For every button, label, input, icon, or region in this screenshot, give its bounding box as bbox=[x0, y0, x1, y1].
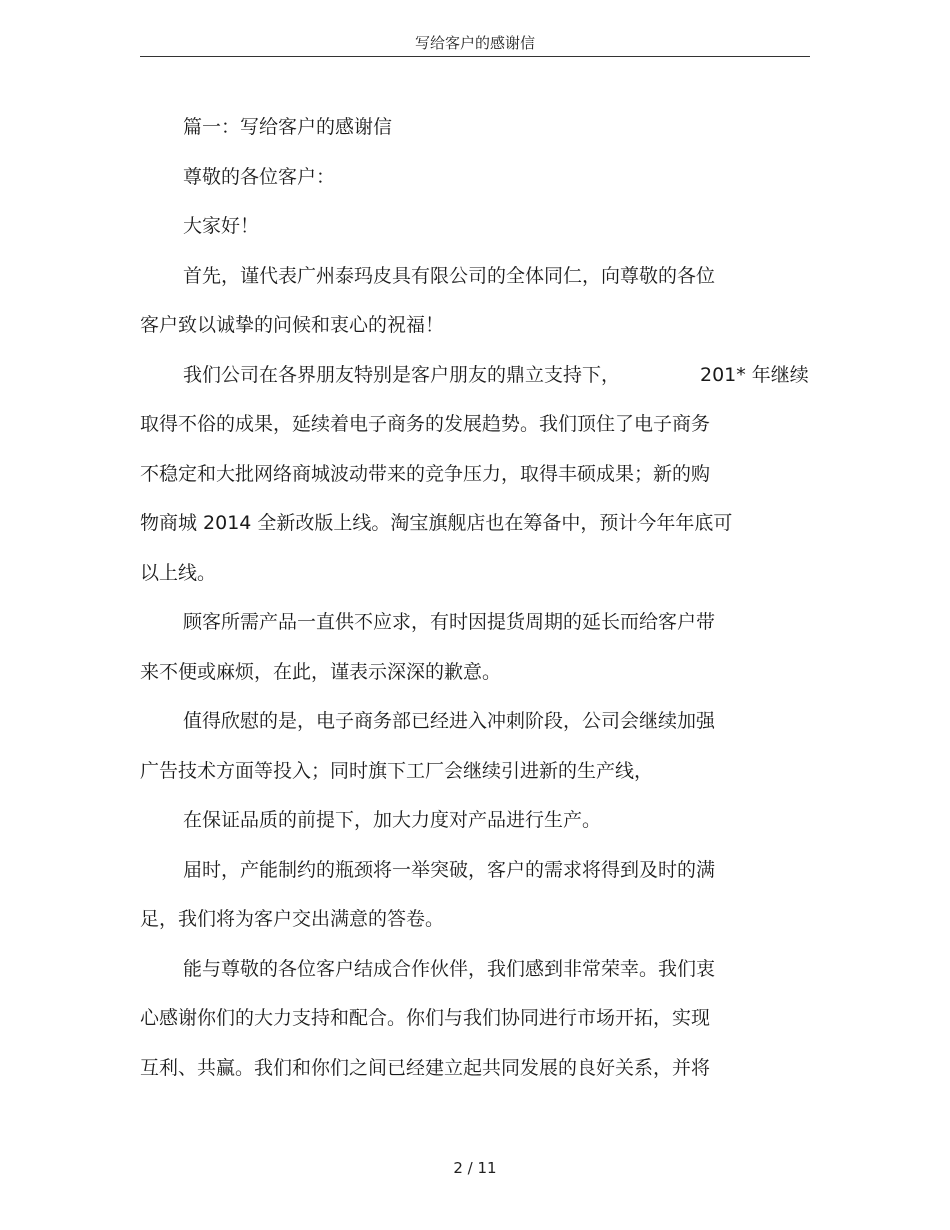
paragraph-line: 取得不俗的成果，延续着电子商务的发展趋势。我们顶住了电子商务 bbox=[140, 413, 711, 435]
paragraph-line: 来不便或麻烦，在此，谨表示深深的歉意。 bbox=[140, 661, 502, 683]
paragraph-line: 互利、共赢。我们和你们之间已经建立起共同发展的良好关系，并将 bbox=[140, 1057, 711, 1079]
paragraph-line-tail: 201* 年继续 bbox=[700, 364, 809, 386]
paragraph-line: 心感谢你们的大力支持和配合。你们与我们协同进行市场开拓，实现 bbox=[140, 1007, 711, 1029]
page-header-title: 写给客户的感谢信 bbox=[414, 34, 535, 52]
salutation: 尊敬的各位客户： bbox=[183, 166, 336, 188]
paragraph-line: 物商城 2014 全新改版上线。淘宝旗舰店也在筹备中，预计今年年底可 bbox=[140, 512, 733, 534]
paragraph-line: 首先，谨代表广州泰玛皮具有限公司的全体同仁，向尊敬的各位 bbox=[183, 265, 716, 287]
header-divider bbox=[140, 56, 810, 57]
paragraph-line: 不稳定和大批网络商城波动带来的竞争压力，取得丰硕成果；新的购 bbox=[140, 463, 711, 485]
paragraph-line: 足，我们将为客户交出满意的答卷。 bbox=[140, 908, 445, 930]
paragraph-line: 能与尊敬的各位客户结成合作伙伴，我们感到非常荣幸。我们衷 bbox=[183, 958, 716, 980]
paragraph-line: 我们公司在各界朋友特别是客户朋友的鼎立支持下， bbox=[183, 364, 621, 386]
paragraph-line: 值得欣慰的是，电子商务部已经进入冲刺阶段，公司会继续加强 bbox=[183, 710, 716, 732]
paragraph-line: 届时，产能制约的瓶颈将一举突破，客户的需求将得到及时的满 bbox=[183, 859, 716, 881]
paragraph-line: 客户致以诚挚的问候和衷心的祝福！ bbox=[140, 314, 445, 336]
paragraph-line: 顾客所需产品一直供不应求，有时因提货周期的延长而给客户带 bbox=[183, 611, 716, 633]
paragraph-line: 以上线。 bbox=[140, 562, 217, 584]
greeting: 大家好！ bbox=[183, 215, 260, 237]
paragraph-line: 在保证品质的前提下，加大力度对产品进行生产。 bbox=[183, 809, 602, 831]
page-number: 2 / 11 bbox=[453, 1159, 497, 1177]
paragraph-line: 广告技术方面等投入；同时旗下工厂会继续引进新的生产线， bbox=[140, 760, 654, 782]
section-title: 篇一：写给客户的感谢信 bbox=[183, 116, 393, 138]
